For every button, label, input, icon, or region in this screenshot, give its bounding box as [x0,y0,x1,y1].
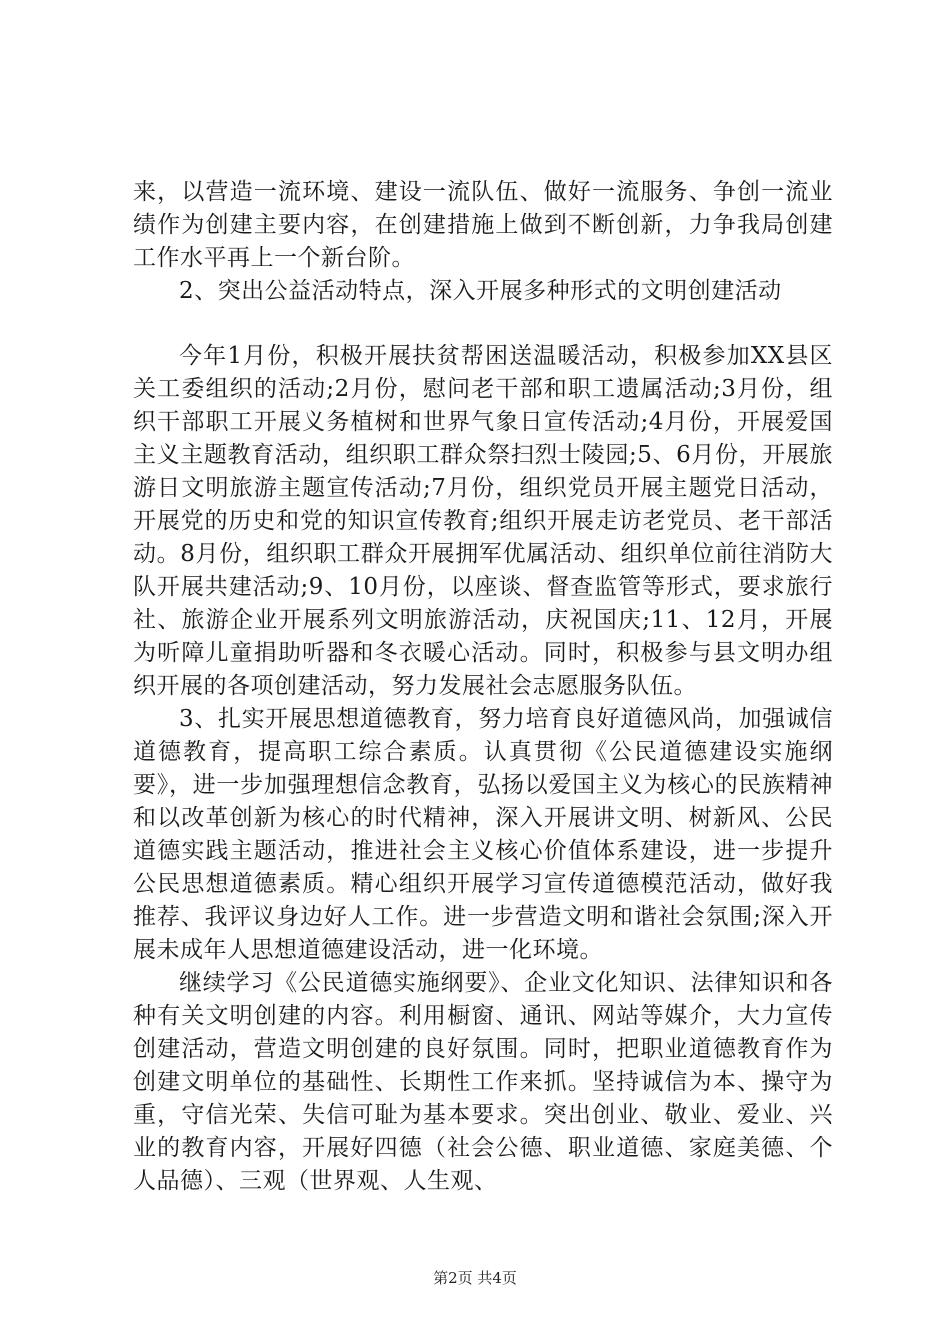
paragraph-continuation: 来，以营造一流环境、建设一流队伍、做好一流服务、争创一流业绩作为创建主要内容，在创建措施上做到不断创新，力争我局创建工作水平再上一个新台阶。 [133,179,833,271]
page-footer: 第2页 共4页 [433,1269,517,1287]
paragraph-continued-study: 继续学习《公民道德实施纲要》、企业文化知识、法律知识和各种有关文明创建的内容。利用橱窗、通讯、网站等媒介，大力宣传创建活动，营造文明创建的良好氛围。同时，把职业道德教育作为创建文明单位的基础性、长期性工作来抓。坚持诚信为本、操守为重，守信光荣、失信可耻为基本要求。突出创业、敬业、爱业、兴业的教育内容，开展好四德（社会公德、职业道德、家庭美德、个人品德）、三观（世界观、人生观、 [133,970,833,1194]
section-heading-2: 2、突出公益活动特点，深入开展多种形式的文明创建活动 [179,278,782,304]
document-body [133,176,833,1198]
section-heading-3-paragraph: 3、扎实开展思想道德教育，努力培育良好道德风尚，加强诚信道德教育，提高职工综合素质。认真贯彻《公民道德建设实施纲要》，进一步加强理想信念教育，弘扬以爱国主义为核心的民族精神和以改革创新为核心的时代精神，深入开展讲文明、树新风、公民道德实践主题活动，推进社会主义核心价值体系建设，进一步提升公民思想道德素质。精心组织开展学习宣传道德模范活动，做好我推荐、我评议身边好人工作。进一步营造文明和谐社会氛围;深入开展未成年人思想道德建设活动，进一化环境。 [133,706,833,963]
paragraph-monthly-activities: 今年1月份，积极开展扶贫帮困送温暖活动，积极参加XX县区关工委组织的活动;2月份，慰问老干部和职工遗属活动;3月份，组织干部职工开展义务植树和世界气象日宣传活动;4月份，开展爱国主义主题教育活动，组织职工群众祭扫烈士陵园;5、6月份，开展旅游日文明旅游主题宣传活动;7月份，组织党员开展主题党日活动，开展党的历史和党的知识宣传教育;组织开展走访老党员、老干部活动。8月份，组织职工群众开展拥军优属活动、组织单位前往消防大队开展共建活动;9、10月份，以座谈、督查监管等形式，要求旅行社、旅游企业开展系列文明旅游活动，庆祝国庆;11、12月，开展为听障儿童捐助听器和冬衣暖心活动。同时，积极参与县文明办组织开展的各项创建活动，努力发展社会志愿服务队伍。 [133,343,833,699]
